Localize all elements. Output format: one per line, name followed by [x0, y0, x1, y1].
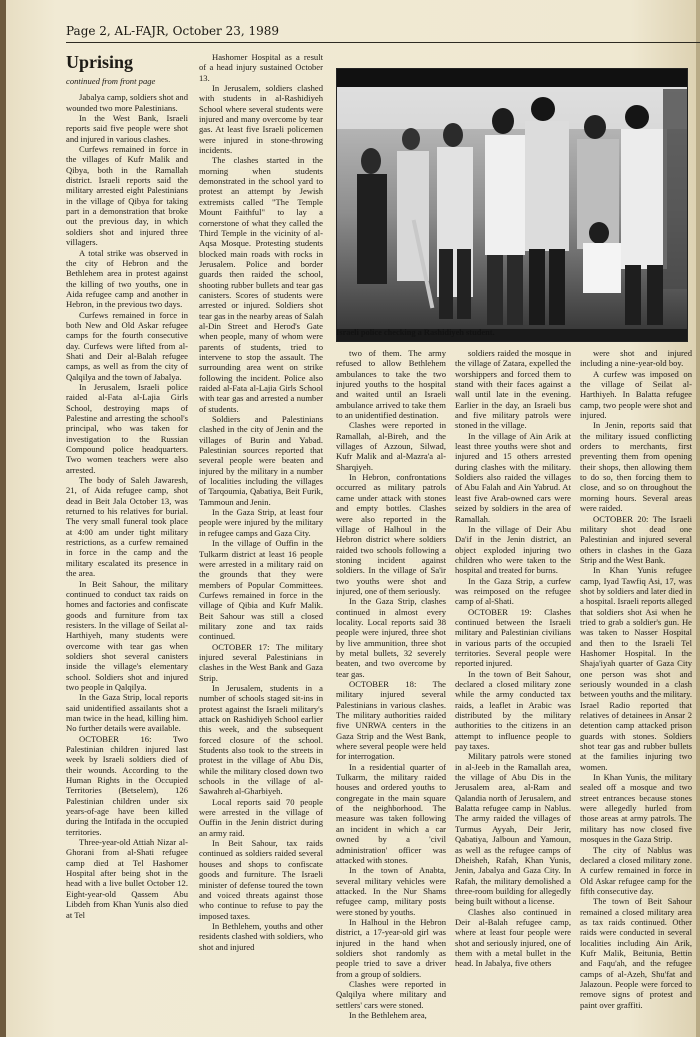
column-4-text	[455, 348, 571, 969]
article-paragraph: In the town of Anabta, several military vehicles were attacked. In the Nur Shams refugee camp, military posts were stoned by youths.	[336, 865, 446, 917]
article-column-2	[199, 52, 323, 952]
article-column-5	[580, 348, 692, 1010]
article-column-1	[66, 52, 188, 920]
article-paragraph: The body of Saleh Jawaresh, 21, of Aida refugee camp, shot dead in Beit Jala October 13, was returned to his relatives for burial. The very small funeral took place at 4:00 am under tight military restrictions, as a curfew remained in force in the camp and the military escalated its presence in the area.	[66, 475, 188, 579]
article-paragraph: OCTOBER 17: The military injured several Palestinians in clashes in the West Bank and Gaza Strip.	[199, 641, 323, 683]
article-paragraph: The city of Nablus was declared a closed military zone. A curfew remained in force in Old Askar refugee camp for the fifth consecutive day.	[580, 844, 692, 896]
article-paragraph: Three-year-old Attiah Nizar al-Ghorani from al-Shati refugee camp died at Tel Hashomer Hospital after being shot in the head with a live bullet October 12. Eight-year-old Qassem Abu Libdeh from Khan Yunis also died at Tel	[66, 837, 188, 920]
article-paragraph: OCTOBER 20: The Israeli military shot dead one Palestinian and injured several others in clashes in the Gaza Strip and the West Bank.	[580, 513, 692, 565]
article-paragraph: Clashes also continued in Deir al-Balah refugee camp, where at least four people were shot and seriously injured, one of them with a metal bullet in the head. In Jabalya, five others	[455, 906, 571, 969]
header-rule	[66, 42, 700, 43]
article-paragraph: OCTOBER 16: Two Palestinian children injured last week by Israeli soldiers died of their wounds. According to the Human Rights in the Occupied Territories (Betselem), 126 Palestinian children under six years-of-age have been killed during the Intifada in the occupied territories.	[66, 733, 188, 837]
article-paragraph: In the Gaza Strip, at least four people were injured by the military in refugee camps and Gaza City.	[199, 507, 323, 538]
article-paragraph: Hashomer Hospital as a result of a head injury sustained October 13.	[199, 52, 323, 83]
article-paragraph: In Jerusalem, Israeli police raided al-Fata al-Lajia Girls School, destroying maps of Palestine and arresting the school's principal, who was taken for investigation to the Russian Compound police headquarters. Two women teachers were also arrested.	[66, 381, 188, 475]
article-paragraph: OCTOBER 18: The military injured several Palestinians in various clashes. The military authorities raided five UNRWA centers in the Gaza Strip and the West Bank, where several people were held for interrogation.	[336, 679, 446, 762]
column-3-text	[336, 348, 446, 1020]
article-paragraph: In the Gaza Strip, a curfew was reimposed on the refugee camp of al-Shati.	[455, 575, 571, 607]
article-paragraph: The clashes started in the morning when students demonstrated in the school yard to protest an attempt by Jewish extremists called "The Temple Mount Faithful" to lay a cornerstone of what they called the Third Temple in the vicinity of al-Aqsa Mosque. Protesting students blocked main roads with rocks in Jerusalem. Police and border guards then raided the school, shooting rubber bullets and tear gas canisters. Scores of students were arrested or injured. Soldiers shot tear gas in the nearby areas of Salah al-Din Street and Herod's Gate when people, many of whom were parents of students, tried to intervene to stop the assault. The surrounding area went on strike following the incident. Police also raided al-Fata al-Lajia Girls School with tear gas and arrested a number of students.	[199, 155, 323, 414]
column-2-text	[199, 52, 323, 952]
article-paragraph: soldiers raided the mosque in the village of Zatara, expelled the worshippers and forced them to stand with their faces against a wall until late in the evening. Earlier in the day, an Israeli bus and five military patrols were stoned in the village.	[455, 348, 571, 431]
photo-caption: Israeli police checking a Rashidiyeh student.	[336, 328, 495, 337]
article-paragraph: Curfews remained in force in both New and Old Askar refugee camps for the fourth consecutive day. Curfews were lifted from al-Shati and Deir al-Balah refugee camps, as well as from the city of Qalqilya and the town of Jabalya.	[66, 309, 188, 382]
continued-note: continued from front page	[66, 76, 156, 86]
column-5-text	[580, 348, 692, 1010]
article-paragraph: A total strike was observed in the city of Hebron and the Bethlehem area in protest against the killing of two youths, one in Aida refugee camp and another in Hebron, in the previous two days.	[66, 247, 188, 310]
article-paragraph: Military patrols were stoned in al-Jeeb in the Ramallah area, the village of Abu Dis in the Jerusalem area, al-Ram and Qalandia north of Jerusalem, and Balatta refugee camp in Nablus. The army raided the villages of Turmus Ayyah, Deir Jerir, Qabatiya, Jalboun and Yamoun, as well as the refugee camps of Dheisheh, Rafah, Khan Yunis, Jenin, Jabalya and Gaza City. In Rafah, the military demolished a three-room building for allegedly being built without a license.	[455, 751, 571, 907]
article-paragraph: The town of Beit Sahour remained a closed military area as tax raids continued. Other raids were conducted in several localities including Ain Arik, Kufr Malik, Beitunia, Bettin and Faqu'ah, and the refugee camps of al-Azeh, Shu'fat and Jalazoun. People were forced to remove signs of protest and paint over graffiti.	[580, 896, 692, 1010]
article-paragraph: In the Gaza Strip, local reports said unidentified assailants shot a man twice in the head, killing him. No further details were available.	[66, 692, 188, 734]
article-paragraph: Clashes were reported in Ramallah, al-Bireh, and the villages of Azzoun, Silwad, Kufr Malik and al-Mazra'a al-Sharqiyeh.	[336, 420, 446, 472]
article-paragraph: OCTOBER 19: Clashes continued between the Israeli military and Palestinian civilians in various parts of the occupied territories. Several people were reported injured.	[455, 606, 571, 669]
article-column-3	[336, 348, 446, 1020]
news-photo	[336, 68, 688, 342]
article-paragraph: Jabalya camp, soldiers shot and wounded two more Palestinians.	[66, 92, 188, 113]
page-header: Page 2, AL-FAJR, October 23, 1989	[66, 24, 280, 38]
article-paragraph: In the Bethlehem area,	[349, 1010, 427, 1020]
photo-image	[337, 69, 687, 329]
article-paragraph: In Jenin, reports said that the military issued conflicting orders to merchants, first preventing them from opening their shops, then allowing them to do so, then forcing them to close, and so on throughout the morning hours. Several areas were raided.	[580, 420, 692, 514]
article-paragraph: In Halhoul in the Hebron district, a 17-year-old girl was injured in the hand when soldiers shot randomly as people tried to save a driver from a group of soldiers.	[336, 916, 446, 979]
article-paragraph: Curfews remained in force in the villages of Kufr Malik and Qibya, both in the Ramallah district. Israeli reports said the military arrested eight Palestinians in the village of Qibya for taking part in a demonstration that broke out the previous day, in which soldiers shot and injured three villagers.	[66, 144, 188, 248]
article-paragraph: In Khan Yunis refugee camp, Iyad Tawfiq Asi, 17, was shot by soldiers and later died in a hospital. Israeli reports alleged that soldiers shot Asi when he tried to grab a soldier's gun. He was taken to Nasser Hospital and then to the Israeli Tel Hashomer Hospital. In the Shaja'iyah quarter of Gaza City one person was shot and seriously wounded in a clash between youths and the military. Israel Radio reported that relatives of detainees in Ansar 2 detention camp attacked prison guards with stones. Soldiers shot tear gas and rubber bullets at the families injuring two women.	[580, 565, 692, 772]
article-column-4	[455, 348, 571, 969]
article-paragraph: In Hebron, confrontations occurred as military patrols came under attack with stones and empty bottles. Clashes were also reported in the village of Halhoul in the Hebron district where soldiers raided two schools following a stoning incident against soldiers. In the village of Sa'ir two youths were shot and injured, one of them seriously.	[336, 472, 446, 596]
article-headline: Uprising	[66, 52, 134, 72]
page-edge	[696, 0, 700, 1037]
column-1-text	[66, 92, 188, 920]
article-paragraph: In the West Bank, Israeli reports said five people were shot and injured in various clashes.	[66, 113, 188, 144]
article-paragraph: In Jerusalem, students in a number of schools staged sit-ins in protest against the Israeli military's attack on Rashidiyeh School earlier this week, and the subsequent forced closure of the school. Students also took to the streets in protest in the village of Abu Dis, while the military closed down two schools in the village of al-Sawahreh al-Gharbiyeh.	[199, 682, 323, 797]
page-binding	[0, 0, 6, 1037]
article-paragraph: In Beit Sahour, the military continued to conduct tax raids on homes and factories and confiscate goods and furniture from tax resisters. In the village of Seilat al-Harthiyeh, many students were overcome with tear gas when soldiers shot several canisters inside the village's elementary school. Soldiers shot and injured two people in Qalqilya.	[66, 578, 188, 692]
article-paragraph: two of them. The army refused to allow Bethlehem ambulances to take the two injured youths to the hospital and waited until an Israeli ambulance arrived to take them to an unidentified destination.	[336, 348, 446, 421]
article-paragraph: In a residential quarter of Tulkarm, the military raided houses and ordered youths to congregate in the main square of the neighborhood. The measure was taken following an incident in which a car owned by a 'civil administration' officer was attacked with stones.	[336, 761, 446, 865]
article-paragraph: Clashes were reported in Qalqilya where military and settlers' cars were stoned.	[336, 978, 446, 1010]
article-paragraph: In the village of Deir Abu Da'if in the Jenin district, an object exploded injuring two children who were taken to the hospital and treated for burns.	[455, 523, 571, 576]
article-paragraph: In the village of Ouffin in the Tulkarm district at least 16 people were arrested in a military raid on the grounds that they were members of Popular Committees. Curfews remained in force in the village of Qibia and Kufr Malik. Beit Sahour was still a closed military zone and tax raids continued.	[199, 538, 323, 642]
article-paragraph: In the village of Ain Arik at least three youths were shot and injured and 15 others arrested during clashes with the military. Soldiers also raided the villages of Abu Falah and Ain Yabrud. At least five Arab-owned cars were seized by soldiers in the area of Ramallah.	[455, 430, 571, 524]
article-paragraph: were shot and injured including a nine-year-old boy.	[580, 348, 692, 369]
article-paragraph: In Bethlehem, youths and other residents clashed with soldiers, who shot and injured	[199, 920, 323, 952]
article-paragraph: In Khan Yunis, the military sealed off a mosque and two street entrances because stones were allegedly hurled from those areas at army patrols. The military has now closed five mosques in the Gaza Strip.	[580, 772, 692, 845]
article-paragraph: In the town of Beit Sahour, declared a closed military zone while the army conducted tax raids, a leaflet in Arabic was distributed by the military authorities to the citizens in an attempt to influence people to pay taxes.	[455, 668, 571, 752]
article-paragraph: Local reports said 70 people were arrested in the village of Ouffin in the Jenin district during an army raid.	[199, 796, 323, 838]
article-paragraph: In Jerusalem, soldiers clashed with students in al-Rashidiyeh School where several students were injured and many overcome by tear gas. At least five Israeli policemen were injured in stone-throwing incidents.	[199, 83, 323, 156]
article-paragraph: Soldiers and Palestinians clashed in the city of Jenin and the villages of Burin and Yabad. Palestinian sources reported that several people were beaten and injured by the military in a number of localities including the villages of Tarqoumia, Qabatiya, Beit Furik, Tammoun and Jenin.	[199, 414, 323, 507]
article-paragraph: In Beit Sahour, tax raids continued as soldiers raided several houses and shops to confiscate goods and furniture. The Israeli minister of defense toured the town and voiced threats against those who continue to refuse to pay the imposed taxes.	[199, 838, 323, 921]
article-paragraph: A curfew was imposed on the village of Seilat al-Harthiyeh. In Balatta refugee camp, two people were shot and injured.	[580, 368, 692, 421]
article-paragraph: In the Gaza Strip, clashes continued in almost every locality. Local reports said 38 people were injured, three shot by live ammunition, three shot by metal bullets, 32 severely beaten, and two overcome by tear gas.	[336, 596, 446, 679]
